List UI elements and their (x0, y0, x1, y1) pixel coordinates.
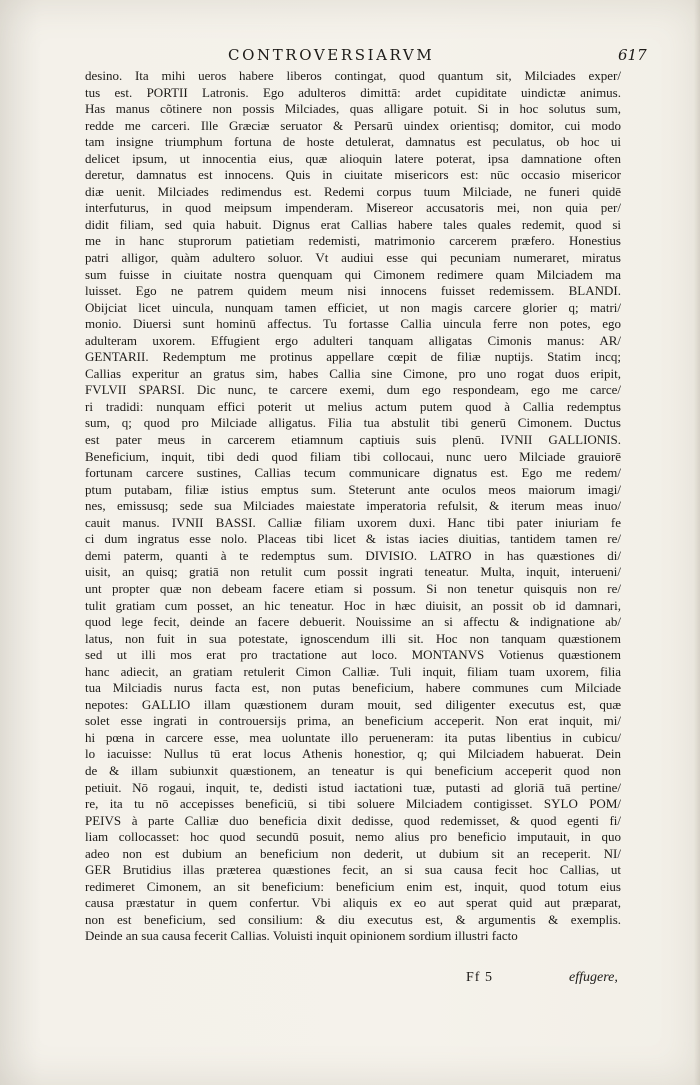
text-line: re, ita tu nō accepisses beneficiū, si tibi soluere Milciadem contigisset. SYLO POM/ (85, 796, 621, 812)
text-line: PEIVS à parte Calliæ duo beneficia dixit dedisse, quod redemisset, & quod egenti fi/ (85, 812, 621, 828)
text-line: cauit manus. IVNII BASSI. Calliæ filiam uxorem duxi. Hanc tibi pater iniuriam fe (85, 514, 621, 530)
text-line: causa præstatur in quem confertur. Vbi aliquis ex eo aut sperat quid aut præparat, (85, 895, 621, 911)
text-line: nepotes: GALLIO illam quæstionem duram mouit, sed diligenter executus est, quæ (85, 696, 621, 712)
text-line: ri tradidi: nunquam effici poterit ut melius actum putem quod à Callia redemptus (85, 398, 621, 414)
text-line: delicet ipsum, ut innocentia eius, quæ alioquin latere poterat, ipsa damnatione often (85, 150, 621, 166)
text-line: FVLVII SPARSI. Dic nunc, te carcere exemi, dum ego respondeam, ego me carce/ (85, 382, 621, 398)
text-line: nes, emissusq; sede sua Milciades maiestate imperatoria refulsit, & iterum meas inuo/ (85, 498, 621, 514)
text-line: Beneficium, inquit, tibi dedi quod filiam tibi collocaui, nunc uero Milciade grauiorē (85, 448, 621, 464)
text-line: patri alligor, quàm adultero soluor. Vt audiui esse qui pecuniam numeraret, miratus (85, 250, 621, 266)
text-line: uisit, an quisq; gratiā non retulit cum possit ingrati teneatur. Multa, inquit, interueni/ (85, 564, 621, 580)
text-line: non est beneficium, sed consilium: & diu executus est, & argumentis & exemplis. (85, 911, 621, 927)
text-line: Deinde an sua causa fecerit Callias. Voluisti inquit opinionem sordium illustri facto (85, 928, 518, 944)
text-line: hanc adiecit, an gratiam retulerit Cimon Calliæ. Tuli inquit, filiam tuam uxorem, filia (85, 663, 621, 679)
text-line: adeo non est dubium an beneficium non dederit, ut dubium sit an receperit. NI/ (85, 845, 621, 861)
page-footer (0, 970, 700, 990)
text-line: hi pœna in carcere esse, mea uoluntate illo perueneram: ita putas libentius in cubicu/ (85, 729, 621, 745)
body-text (85, 68, 621, 945)
text-line: de & illam subiunxit quæstionem, an teneatur is qui beneficium acceperit quod non (85, 762, 621, 778)
text-line: unt propter quæ non debeam facere etiam si possum. Si non tenetur quisquis non re/ (85, 580, 621, 596)
text-line: Callias experitur an gratus sim, habes Callia sine Cimone, pro uno rogat duos eripit, (85, 365, 621, 381)
signature-mark: Ff 5 (466, 970, 493, 985)
text-line: diæ uenit. Milciades redimendus est. Redemi corpus tuum Milciade, ne funeri quidē (85, 183, 621, 199)
page-number: 617 (618, 46, 647, 64)
text-line: deretur, damnatus est innocens. Quis in ciuitate misericors est: nūc occasio misericor (85, 167, 621, 183)
text-line: latus, non fuit in sua potestate, ignoscendum illi sit. Hoc non tanquam quæstionem (85, 630, 621, 646)
text-line: desino. Ita mihi ueros habere liberos contingat, quod quantum sit, Milciades exper/ (85, 68, 621, 83)
text-line: didit filiam, sed quia habuit. Dignus erat Callias habere tales quales redemit, quod si (85, 216, 621, 232)
text-line: sed ut illi mos erat pro tractatione aut loco. MONTANVS Votienus quæstionem (85, 647, 621, 663)
text-line: luisset. Ego ne patrem quidem meum nisi innocens fuisset redemissem. BLANDI. (85, 283, 621, 299)
text-line: fortunam carcere sustines, Callias tecum communicare dignatus est. Ego me redem/ (85, 465, 621, 481)
text-line: ptum putabam, filiæ istius emptus sum. Steterunt ante oculos meos maiorum imagi/ (85, 481, 621, 497)
text-line: redde me carceri. Ille Græciæ seruator & Persarū uindex orientisq; domitor, cui modo (85, 117, 621, 133)
running-head: CONTROVERSIARVM (228, 46, 435, 64)
text-line: me in hanc stuprorum patietiam redemisti, matrimonio carcerem præfero. Honestius (85, 233, 621, 249)
text-line: lo iacuisse: Nullus tū erat locus Athenis honestior, q; qui Milciadem habuerat. Dein (85, 746, 621, 762)
text-line: petiuit. Nō rogaui, inquit, te, dedisti istud iactationi tuæ, putasti ad gloriā tuā pertine/ (85, 779, 621, 795)
text-line: redimeret Cimonem, an sit beneficium: beneficium enim est, inquit, quod totum eius (85, 878, 621, 894)
text-line: Obijciat licet uincula, nunquam tamen efficiet, ut non magis carcere glorier q; matri/ (85, 299, 621, 315)
text-line: tua Milciadis nurus facta est, non putas beneficium, habere communes cum Milciade (85, 680, 621, 696)
page-edge-shadow (694, 0, 700, 1085)
text-line: ci dum ingratus esse nolo. Placeas tibi licet & istas iacies diuitias, tantidem tamen re/ (85, 531, 621, 547)
text-line: liam collocasset: hoc quod secundū posuit, nemo alius pro beneficio imputauit, in quo (85, 829, 621, 845)
text-line: quod lege fecit, deinde an facere debuerit. Nouissime an si affectu & indignatione ab/ (85, 614, 621, 630)
text-line: GENTARII. Redemptum me protinus appellare cœpit de filiæ nuptijs. Statim incq; (85, 349, 621, 365)
text-line: sum fuisse in ciuitate nostra quenquam qui Cimonem redimere quam Milciadem ma (85, 266, 621, 282)
text-line: est pater meus in carcerem etiamnum captiuis suis plenū. IVNII GALLIONIS. (85, 432, 621, 448)
text-line: tulit gratiam cum posset, an hic teneatur. Hoc in hæc diuisit, an possit ob id damnari, (85, 597, 621, 613)
text-line: monio. Diuersi sunt hominū affectus. Tu fortasse Callia uincula ferre non potes, ego (85, 316, 621, 332)
catchword: effugere, (569, 970, 618, 985)
text-line: solet esse ingrati in controuersijs prima, an beneficium acceperit. Non erat inquit, mi/ (85, 713, 621, 729)
text-line: tam insigne triumphum fortuna de hoste detulerat, damnatus est peculatus, ob hoc ui (85, 134, 621, 150)
text-line: Has manus cõtinere non possis Milciades, quas alligare potuit. Si in hoc solutus sum, (85, 101, 621, 117)
text-line: interfuturus, in quod meipsum impenderam. Misereor accusatoris mei, non quia per/ (85, 200, 621, 216)
text-line: tus est. PORTII Latronis. Ego adulteros dimittā: ardet cupiditate uindictæ animus. (85, 84, 621, 100)
text-line: GER Brutidius illas præterea quæstiones fecit, an si sua causa fecit hoc Callias, ut (85, 862, 621, 878)
text-line: sum, q; quod pro Milciade alligatus. Filia tua abstulit tibi generū Cimonem. Ductus (85, 415, 621, 431)
page-header (0, 46, 700, 68)
text-line: demi paterm, quanti à te redemptus sum. DIVISIO. LATRO in has quæstiones di/ (85, 547, 621, 563)
text-line: adulteram uxorem. Effugient ergo adulteri tanquam alligatas Cimonis manus: AR/ (85, 332, 621, 348)
